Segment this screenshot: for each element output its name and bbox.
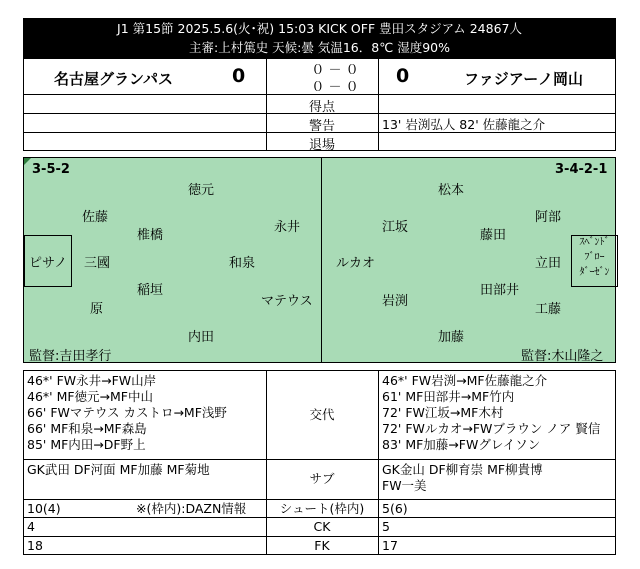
bench-label: サブ <box>309 471 335 486</box>
home-substitutions <box>27 373 227 453</box>
away-player <box>573 235 616 280</box>
fk-label: FK <box>314 538 330 553</box>
substitution-item: 72' FW江坂→MF木村 <box>382 405 504 420</box>
divider <box>24 536 615 537</box>
divider <box>24 459 615 460</box>
shots-label: シュート(枠内) <box>279 501 365 516</box>
officials-weather-line: 主審:上村篤史 天候:曇 気温16．8℃ 湿度90% <box>188 40 451 55</box>
away-player: 立田 <box>535 256 562 271</box>
home-player: 和泉 <box>229 256 256 271</box>
corner-marker <box>24 158 32 166</box>
home-shots: 10(4) <box>27 501 61 516</box>
divider <box>24 517 615 518</box>
away-player: 工藤 <box>535 302 562 317</box>
home-fk: 18 <box>27 538 43 553</box>
home-player: 椎橋 <box>137 228 164 243</box>
home-bench: GK武田 DF河面 MF加藤 MF菊地 <box>27 462 210 477</box>
home-player: 徳元 <box>188 183 215 198</box>
substitution-item: 85' MF内田→DF野上 <box>27 437 146 452</box>
away-player: 田部井 <box>480 283 520 298</box>
away-player: 藤田 <box>480 228 507 243</box>
home-player: 永井 <box>274 220 301 235</box>
away-player: 加藤 <box>438 330 465 345</box>
home-player: ピサノ <box>29 256 68 271</box>
home-player: 稲垣 <box>137 283 164 298</box>
home-formation: 3-5-2 <box>32 162 70 177</box>
away-ck: 5 <box>382 519 390 534</box>
home-ck: 4 <box>27 519 35 534</box>
home-player: 原 <box>90 302 104 317</box>
home-team-name: 名古屋グランパス <box>54 70 173 88</box>
away-player: 岩渕 <box>382 294 409 309</box>
away-manager: 監督:木山隆之 <box>521 349 604 364</box>
substitutions-label: 交代 <box>309 407 335 422</box>
away-player: 阿部 <box>535 210 562 225</box>
away-substitutions <box>382 373 600 453</box>
away-team-name: ファジアーノ岡山 <box>464 70 583 88</box>
match-stats-table <box>23 370 616 555</box>
home-player: 佐藤 <box>82 210 109 225</box>
home-player: 内田 <box>188 330 215 345</box>
away-gk-name-line: ｽﾍﾞﾝﾄﾞ <box>579 237 610 248</box>
away-gk-name-line: ﾌﾞﾛｰ <box>584 252 605 263</box>
away-shots: 5(6) <box>382 501 408 516</box>
pitch-lineups <box>23 157 616 363</box>
goals-row-label: 得点 <box>308 100 335 115</box>
first-half-score: ０ － ０ <box>311 63 359 78</box>
away-cautions: 13' 岩渕弘人 82' 佐藤龍之介 <box>382 117 546 132</box>
sendoffs-row-label: 退場 <box>308 138 335 153</box>
bench-line: GK金山 DF柳育崇 MF柳貴博 <box>382 462 543 477</box>
cautions-row-label: 警告 <box>308 119 335 134</box>
substitution-item: 66' MF和泉→MF森島 <box>27 421 147 436</box>
away-goals: 0 <box>396 65 410 87</box>
score-table <box>23 58 616 151</box>
substitution-item: 46*' FW永井→FW山岸 <box>27 373 157 388</box>
away-formation: 3-4-2-1 <box>555 162 608 177</box>
away-player: ルカオ <box>336 256 376 271</box>
divider <box>24 499 615 500</box>
home-player: 三國 <box>84 256 111 271</box>
substitution-item: 66' FWマテウス カストロ→MF浅野 <box>27 405 227 420</box>
divider <box>378 59 379 150</box>
halfway-line <box>321 158 322 362</box>
away-player: 松本 <box>438 183 465 198</box>
stats-source-note: ※(枠内):DAZN情報 <box>136 501 247 516</box>
match-header <box>23 18 616 58</box>
substitution-item: 46*' MF徳元→MF中山 <box>27 389 153 404</box>
bench-line: FW一美 <box>382 478 427 493</box>
home-goals: 0 <box>232 65 246 87</box>
ck-label: CK <box>313 519 331 534</box>
second-half-score: ０ － ０ <box>311 80 359 95</box>
match-info-line: J1 第15節 2025.5.6(火･祝) 15:03 KICK OFF 豊田スタジアム 24867人 <box>117 21 522 36</box>
away-gk-name-line: ﾀﾞｰｾﾞﾝ <box>579 267 610 278</box>
substitution-item: 72' FWルカオ→FWブラウン ノア 賢信 <box>382 421 601 436</box>
divider <box>378 371 379 554</box>
substitution-item: 83' MF加藤→FWグレイソン <box>382 437 541 452</box>
away-bench <box>382 462 543 494</box>
home-player: マテウス <box>261 294 313 309</box>
away-fk: 17 <box>382 538 398 553</box>
substitution-item: 61' MF田部井→MF竹内 <box>382 389 515 404</box>
away-player: 江坂 <box>382 220 409 235</box>
substitution-item: 46*' FW岩渕→MF佐藤龍之介 <box>382 373 548 388</box>
home-manager: 監督:吉田孝行 <box>29 349 112 364</box>
